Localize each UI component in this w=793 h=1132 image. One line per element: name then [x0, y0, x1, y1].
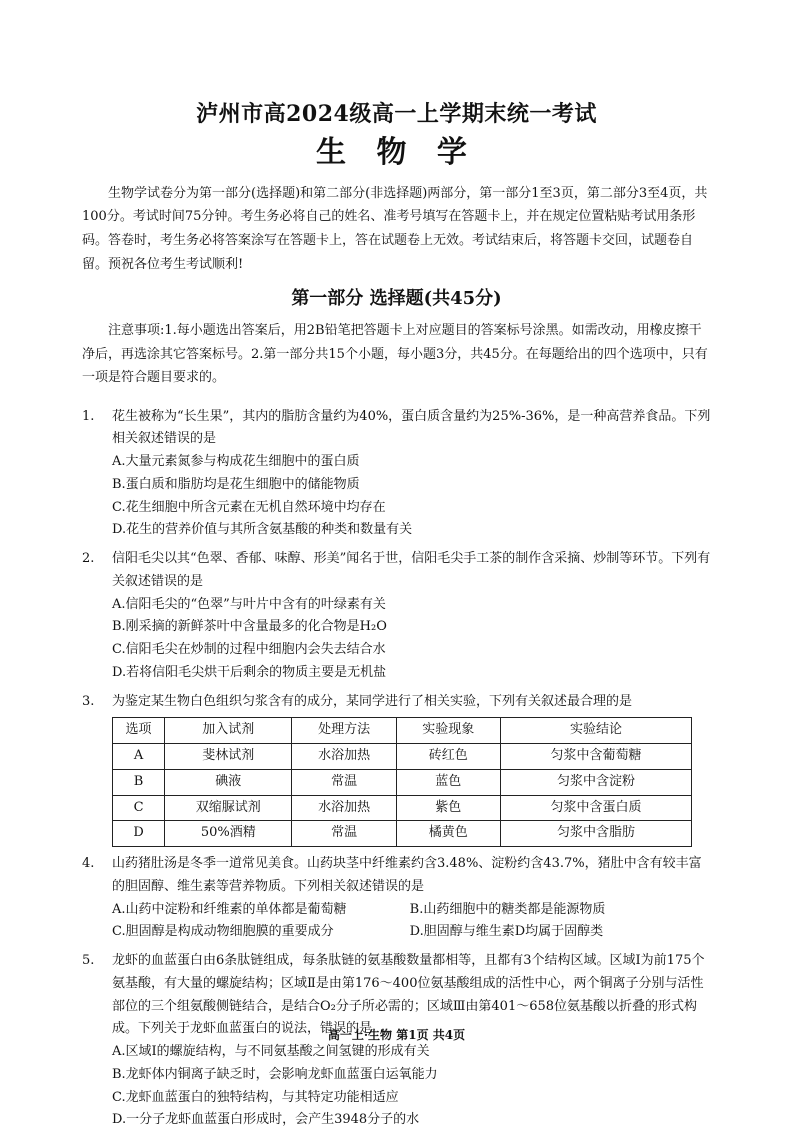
- exam-title: 泸州市高2024级高一上学期末统一考试: [196, 101, 597, 127]
- table-cell: 蓝色: [396, 769, 500, 795]
- table-cell: A: [113, 744, 165, 770]
- table-cell: 匀浆中含淀粉: [500, 769, 691, 795]
- table-header-cell: 实验结论: [500, 718, 691, 744]
- option-c: C.花生细胞中所含元素在无机自然环境中均存在: [112, 499, 386, 515]
- question-stem: 为鉴定某生物白色组织匀浆含有的成分，某同学进行了相关实验，下列有关叙述最合理的是: [112, 693, 633, 709]
- option-list: [112, 451, 711, 542]
- question-number: 3.: [82, 693, 95, 709]
- option-c: C.胆固醇是构成动物细胞膜的重要成分: [112, 924, 334, 940]
- notice-paragraph: 注意事项:1.每小题选出答案后，用2B铅笔把答题卡上对应题目的答案标号涂黑。如需改动，用橡皮擦干净后，再选涂其它答案标号。2.第一部分共15个小题，每小题3分，共45分。在每题给出的四个选项中，只有一项是符合题目要求的。: [82, 323, 708, 386]
- option-c: C.信阳毛尖在炒制的过程中细胞内会失去结合水: [112, 642, 386, 658]
- table-cell: 常温: [292, 821, 396, 847]
- table-cell: 匀浆中含葡萄糖: [500, 744, 691, 770]
- table-cell: D: [113, 821, 165, 847]
- option-d: D.一分子龙虾血蓝蛋白形成时，会产生3948分子的水: [112, 1112, 420, 1128]
- table-cell: 双缩脲试剂: [165, 795, 292, 821]
- table-header-cell: 实验现象: [396, 718, 500, 744]
- intro-paragraph: 生物学试卷分为第一部分(选择题)和第二部分(非选择题)两部分，第一部分1至3页，第二部分3至4页，共100分。考试时间75分钟。考生务必将自己的姓名、准考号填写在答题卡上，并在规定位置粘贴考试用条形码。答卷时，考生务必将答案涂写在答题卡上，答在试题卷上无效。考试结束后，将答题卡交回，试题卷自留。预祝各位考生考试顺利!: [82, 185, 708, 272]
- option-d: D.若将信阳毛尖烘干后剩余的物质主要是无机盐: [112, 664, 387, 680]
- question-stem: 信阳毛尖以其“色翠、香郁、味醇、形美”闻名于世，信阳毛尖手工茶的制作含采摘、炒制等环节。下列有关叙述错误的是: [112, 551, 711, 589]
- option-list: [112, 1041, 711, 1132]
- experiment-table: [112, 717, 692, 847]
- question-stem: 龙虾的血蓝蛋白由6条肽链组成，每条肽链的氨基酸数量都相等，且都有3个结构区域。区域Ⅰ为前175个氨基酸，有大量的螺旋结构；区域Ⅱ是由第176～400位氨基酸组成的活性中心，两个铜离子分别与活性部位的三个组氨酸侧链结合，是结合O₂分子所必需的；区域Ⅲ由第401～658位氨基酸以折叠的形式构成。下列关于龙虾血蓝蛋白的说法，错误的是: [112, 953, 705, 1037]
- question-number: 4.: [82, 856, 95, 872]
- option-b: B.山药细胞中的糖类都是能源物质: [409, 901, 606, 917]
- table-header-row: [113, 718, 692, 744]
- section-title: 第一部分 选择题(共45分): [291, 288, 502, 310]
- table-cell: 砖红色: [396, 744, 500, 770]
- page-footer: 高一上·生物 第1页 共4页: [327, 1028, 466, 1042]
- table-cell: 紫色: [396, 795, 500, 821]
- table-cell: 常温: [292, 769, 396, 795]
- table-row: [113, 769, 692, 795]
- table-cell: 匀浆中含蛋白质: [500, 795, 691, 821]
- table-cell: 匀浆中含脂肪: [500, 821, 691, 847]
- option-a: A.山药中淀粉和纤维素的单体都是葡萄糖: [112, 901, 347, 917]
- question-stem: 花生被称为“长生果”，其内的脂肪含量约为40%，蛋白质含量约为25%-36%，是一种高营养食品。下列相关叙述错误的是: [112, 408, 711, 447]
- question-1: [82, 406, 711, 543]
- question-4: [82, 853, 711, 944]
- question-3: [82, 691, 711, 848]
- table-cell: 水浴加热: [292, 744, 396, 770]
- table-header-cell: 处理方法: [292, 718, 396, 744]
- question-stem: 山药猪肚汤是冬季一道常见美食。山药块茎中纤维素约含3.48%、淀粉约含43.7%，猪肚中含有较丰富的胆固醇、维生素等营养物质。下列相关叙述错误的是: [112, 856, 702, 894]
- table-cell: B: [113, 769, 165, 795]
- table-cell: C: [113, 795, 165, 821]
- table-cell: 水浴加热: [292, 795, 396, 821]
- question-number: 5.: [82, 953, 95, 969]
- option-b: B.蛋白质和脂肪均是花生细胞中的储能物质: [112, 476, 360, 492]
- subject-title: 生 物 学: [316, 134, 477, 170]
- option-a: A.大量元素氮参与构成花生细胞中的蛋白质: [112, 454, 360, 470]
- option-b: B.龙虾体内铜离子缺乏时，会影响龙虾血蓝蛋白运氧能力: [112, 1066, 438, 1082]
- table-cell: 橘黄色: [396, 821, 500, 847]
- option-list: [112, 594, 711, 685]
- option-d: D.花生的营养价值与其所含氨基酸的种类和数量有关: [112, 522, 413, 538]
- table-cell: 50%酒精: [165, 821, 292, 847]
- table-header-cell: 加入试剂: [165, 718, 292, 744]
- table-row: [113, 744, 692, 770]
- question-2: [82, 548, 711, 685]
- question-number: 1.: [82, 408, 95, 424]
- option-d: D.胆固醇与维生素D均属于固醇类: [409, 924, 604, 940]
- option-list: [112, 899, 711, 945]
- question-number: 2.: [82, 551, 95, 567]
- table-cell: 斐林试剂: [165, 744, 292, 770]
- table-header-cell: 选项: [113, 718, 165, 744]
- option-a: A.信阳毛尖的“色翠”与叶片中含有的叶绿素有关: [112, 596, 386, 612]
- table-cell: 碘液: [165, 769, 292, 795]
- option-b: B.刚采摘的新鲜茶叶中含量最多的化合物是H₂O: [112, 619, 387, 635]
- table-row: [113, 821, 692, 847]
- option-a: A.区域Ⅰ的螺旋结构，与不同氨基酸之间氢键的形成有关: [112, 1044, 430, 1060]
- table-row: [113, 795, 692, 821]
- option-c: C.龙虾血蓝蛋白的独特结构，与其特定功能相适应: [112, 1089, 399, 1105]
